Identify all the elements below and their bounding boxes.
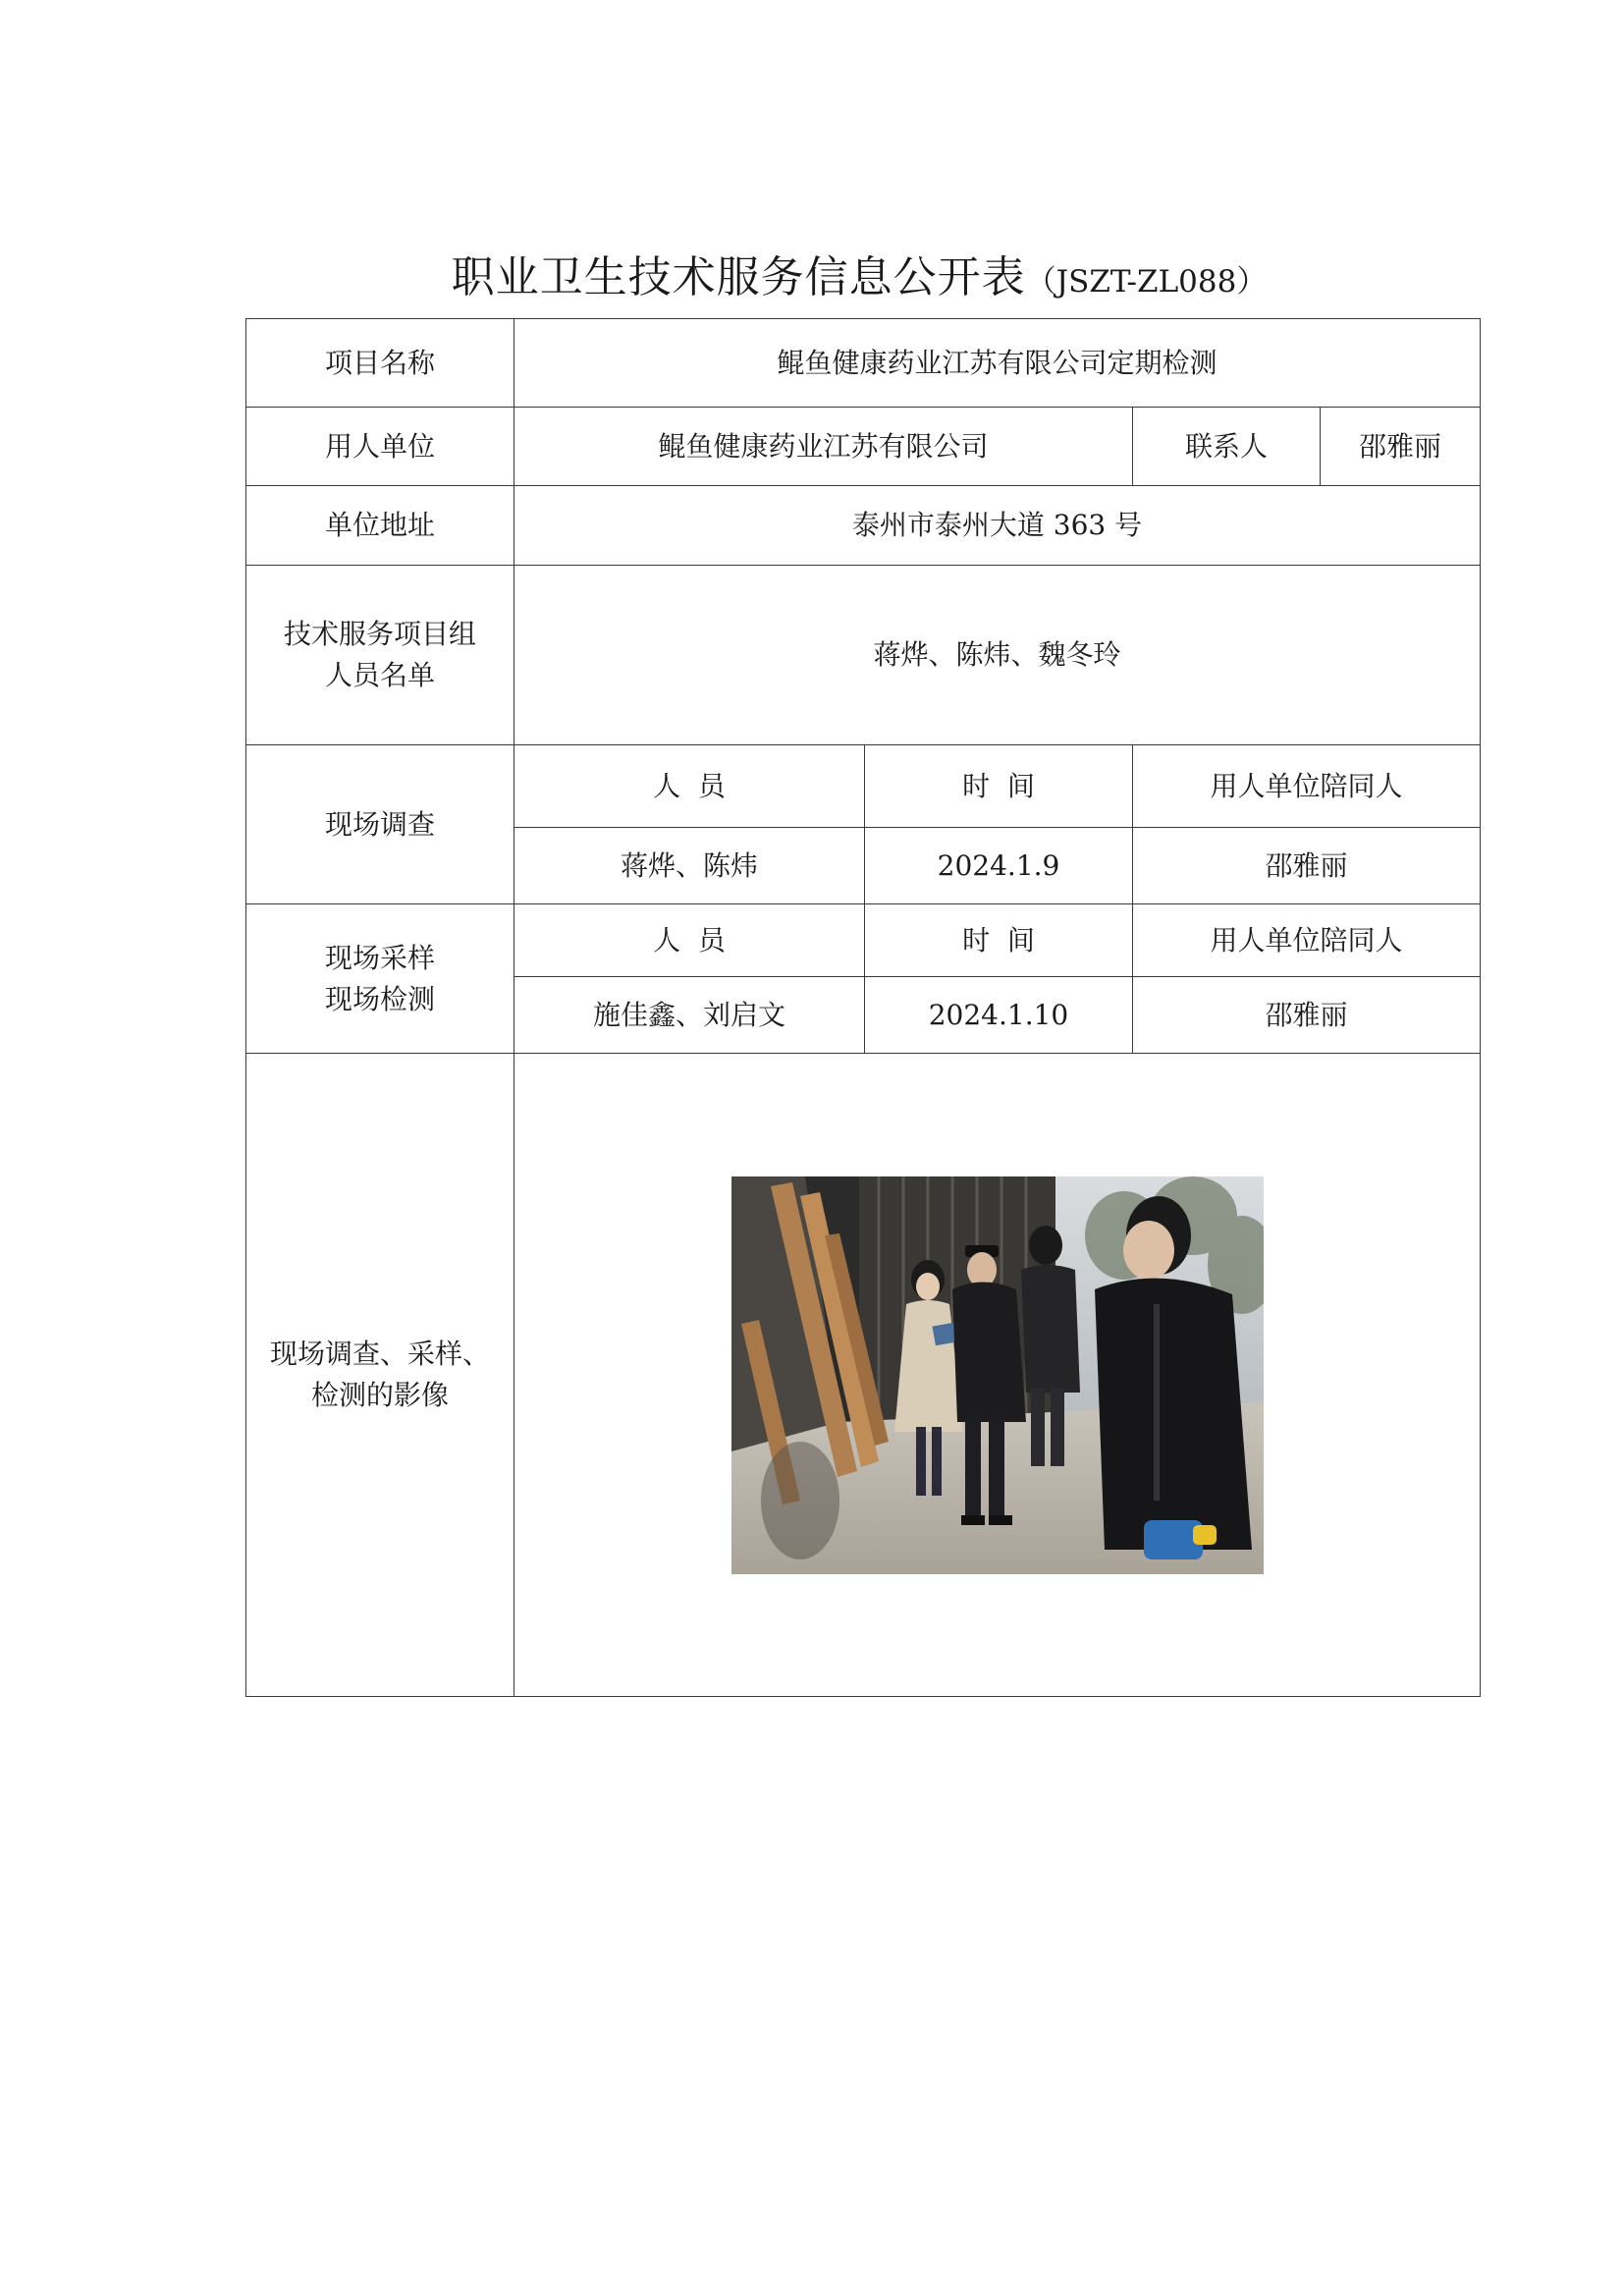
row-project-name [246,319,1481,408]
project-name-label: 项目名称 [246,319,514,408]
row-survey-header [246,745,1481,828]
survey-companion: 邵雅丽 [1133,828,1481,904]
document-title [245,242,1473,304]
team-label [246,566,514,745]
title-text: 职业卫生技术服务信息公开表 [451,252,1026,302]
employer-value: 鲲鱼健康药业江苏有限公司 [514,408,1133,486]
ground-shadow [761,1442,839,1559]
sampling-header-time: 时 间 [865,904,1133,977]
images-label [246,1054,514,1697]
employer-label: 用人单位 [246,408,514,486]
sampling-header-companion: 用人单位陪同人 [1133,904,1481,977]
sampling-label-line2: 现场检测 [324,982,435,1015]
address-label: 单位地址 [246,486,514,566]
project-name-value: 鲲鱼健康药业江苏有限公司定期检测 [514,319,1481,408]
sampling-personnel: 施佳鑫、刘启文 [514,977,865,1054]
images-label-line1: 现场调查、采样、 [269,1338,490,1370]
address-value: 泰州市泰州大道 363 号 [514,486,1481,566]
team-value: 蒋烨、陈炜、魏冬玲 [514,566,1481,745]
site-photo [731,1176,1264,1574]
row-sampling-header [246,904,1481,977]
images-label-line2: 检测的影像 [310,1379,449,1411]
sampling-label [246,904,514,1054]
team-label-line2: 人员名单 [324,659,435,691]
info-table [245,318,1481,1697]
team-label-line1: 技术服务项目组 [283,618,476,650]
sampling-time: 2024.1.10 [865,977,1133,1054]
contact-label: 联系人 [1133,408,1321,486]
survey-personnel: 蒋烨、陈炜 [514,828,865,904]
sampling-header-personnel: 人 员 [514,904,865,977]
form-code: （JSZT-ZL088） [1025,264,1268,300]
sampling-companion: 邵雅丽 [1133,977,1481,1054]
survey-header-time: 时 间 [865,745,1133,828]
row-images [246,1054,1481,1697]
images-cell [514,1054,1481,1697]
sampling-label-line1: 现场采样 [324,941,435,974]
survey-label: 现场调查 [246,745,514,904]
contact-value: 邵雅丽 [1321,408,1481,486]
survey-time: 2024.1.9 [865,828,1133,904]
row-employer [246,408,1481,486]
row-team [246,566,1481,745]
survey-header-personnel: 人 员 [514,745,865,828]
row-address [246,486,1481,566]
survey-header-companion: 用人单位陪同人 [1133,745,1481,828]
